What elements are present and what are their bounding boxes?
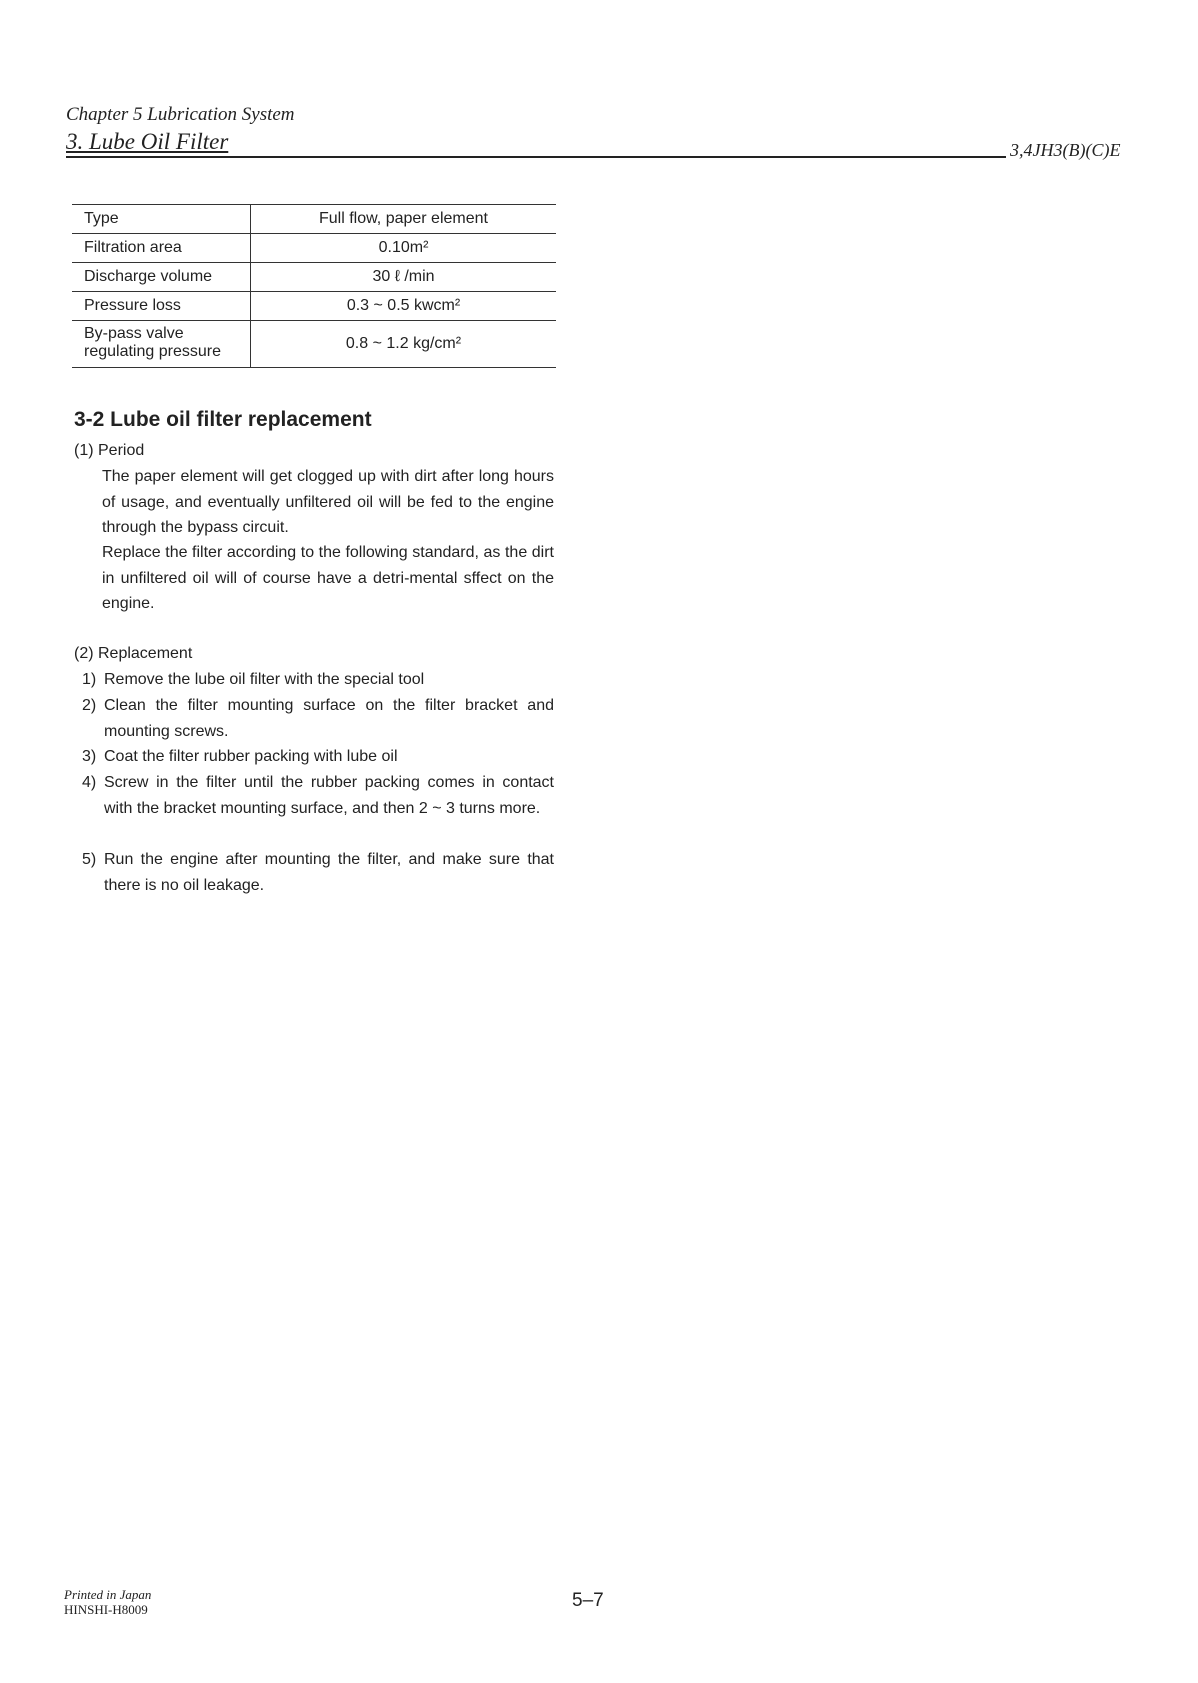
period-label: (1) Period (74, 442, 145, 459)
header-rule (66, 156, 1006, 158)
period-text-1: The paper element will get clogged up with dirt after long hours of usage, and eventually unfiltered oil will be fed to the engine through the bypass circuit. (102, 468, 554, 536)
step-number: 2) (82, 697, 97, 714)
spec-value: Full flow, paper element (251, 205, 557, 234)
spec-key (72, 321, 251, 368)
spec-table (72, 204, 556, 368)
spec-key-line: regulating pressure (84, 343, 221, 360)
spec-value: 30 ℓ /min (251, 263, 557, 292)
spec-value: 0.10m² (251, 234, 557, 263)
list-item (82, 847, 554, 894)
table-row (72, 263, 556, 292)
step-text: Coat the filter rubber packing with lube oil (104, 748, 398, 765)
table-row (72, 234, 556, 263)
spec-value: 0.8 ~ 1.2 kg/cm² (251, 321, 557, 368)
document-code: HINSHI-H8009 (64, 1602, 148, 1617)
step-number: 5) (82, 851, 97, 868)
step-number: 4) (82, 774, 97, 791)
list-item (82, 744, 554, 770)
table-row (72, 292, 556, 321)
list-item (82, 667, 554, 693)
step-number: 1) (82, 671, 97, 688)
table-row (72, 205, 556, 234)
table-row (72, 321, 556, 368)
replacement-label: (2) Replacement (74, 645, 193, 662)
step-text: Remove the lube oil filter with the special tool (104, 671, 425, 688)
spec-key: Filtration area (72, 234, 251, 263)
step-text: Screw in the filter until the rubber packing comes in contact with the bracket mounting surface, and then 2 ~ 3 turns more. (104, 774, 554, 817)
subsection-heading: 3-2 Lube oil filter replacement (74, 408, 372, 431)
spec-value: 0.3 ~ 0.5 kwcm² (251, 292, 557, 321)
footer-info (64, 1587, 151, 1617)
step-text: Run the engine after mounting the filter, and make sure that there is no oil leakage. (104, 851, 554, 894)
model-code: 3,4JH3(B)(C)E (1010, 140, 1121, 160)
printed-in: Printed in Japan (64, 1587, 152, 1602)
list-item (82, 693, 554, 740)
step-number: 3) (82, 748, 97, 765)
page-number: 5–7 (572, 1590, 604, 1611)
spec-key: Type (72, 205, 251, 234)
spec-key-line: By-pass valve (84, 325, 184, 342)
spec-key: Discharge volume (72, 263, 251, 292)
spec-key: Pressure loss (72, 292, 251, 321)
section-title: 3. Lube Oil Filter (66, 129, 229, 154)
chapter-title: Chapter 5 Lubrication System (66, 104, 295, 125)
list-item (82, 770, 554, 817)
step-text: Clean the filter mounting surface on the filter bracket and mounting screws. (104, 697, 554, 740)
period-text-2: Replace the filter according to the following standard, as the dirt in unfiltered oil will of course have a detri-mental sffect on the engine. (102, 544, 554, 612)
